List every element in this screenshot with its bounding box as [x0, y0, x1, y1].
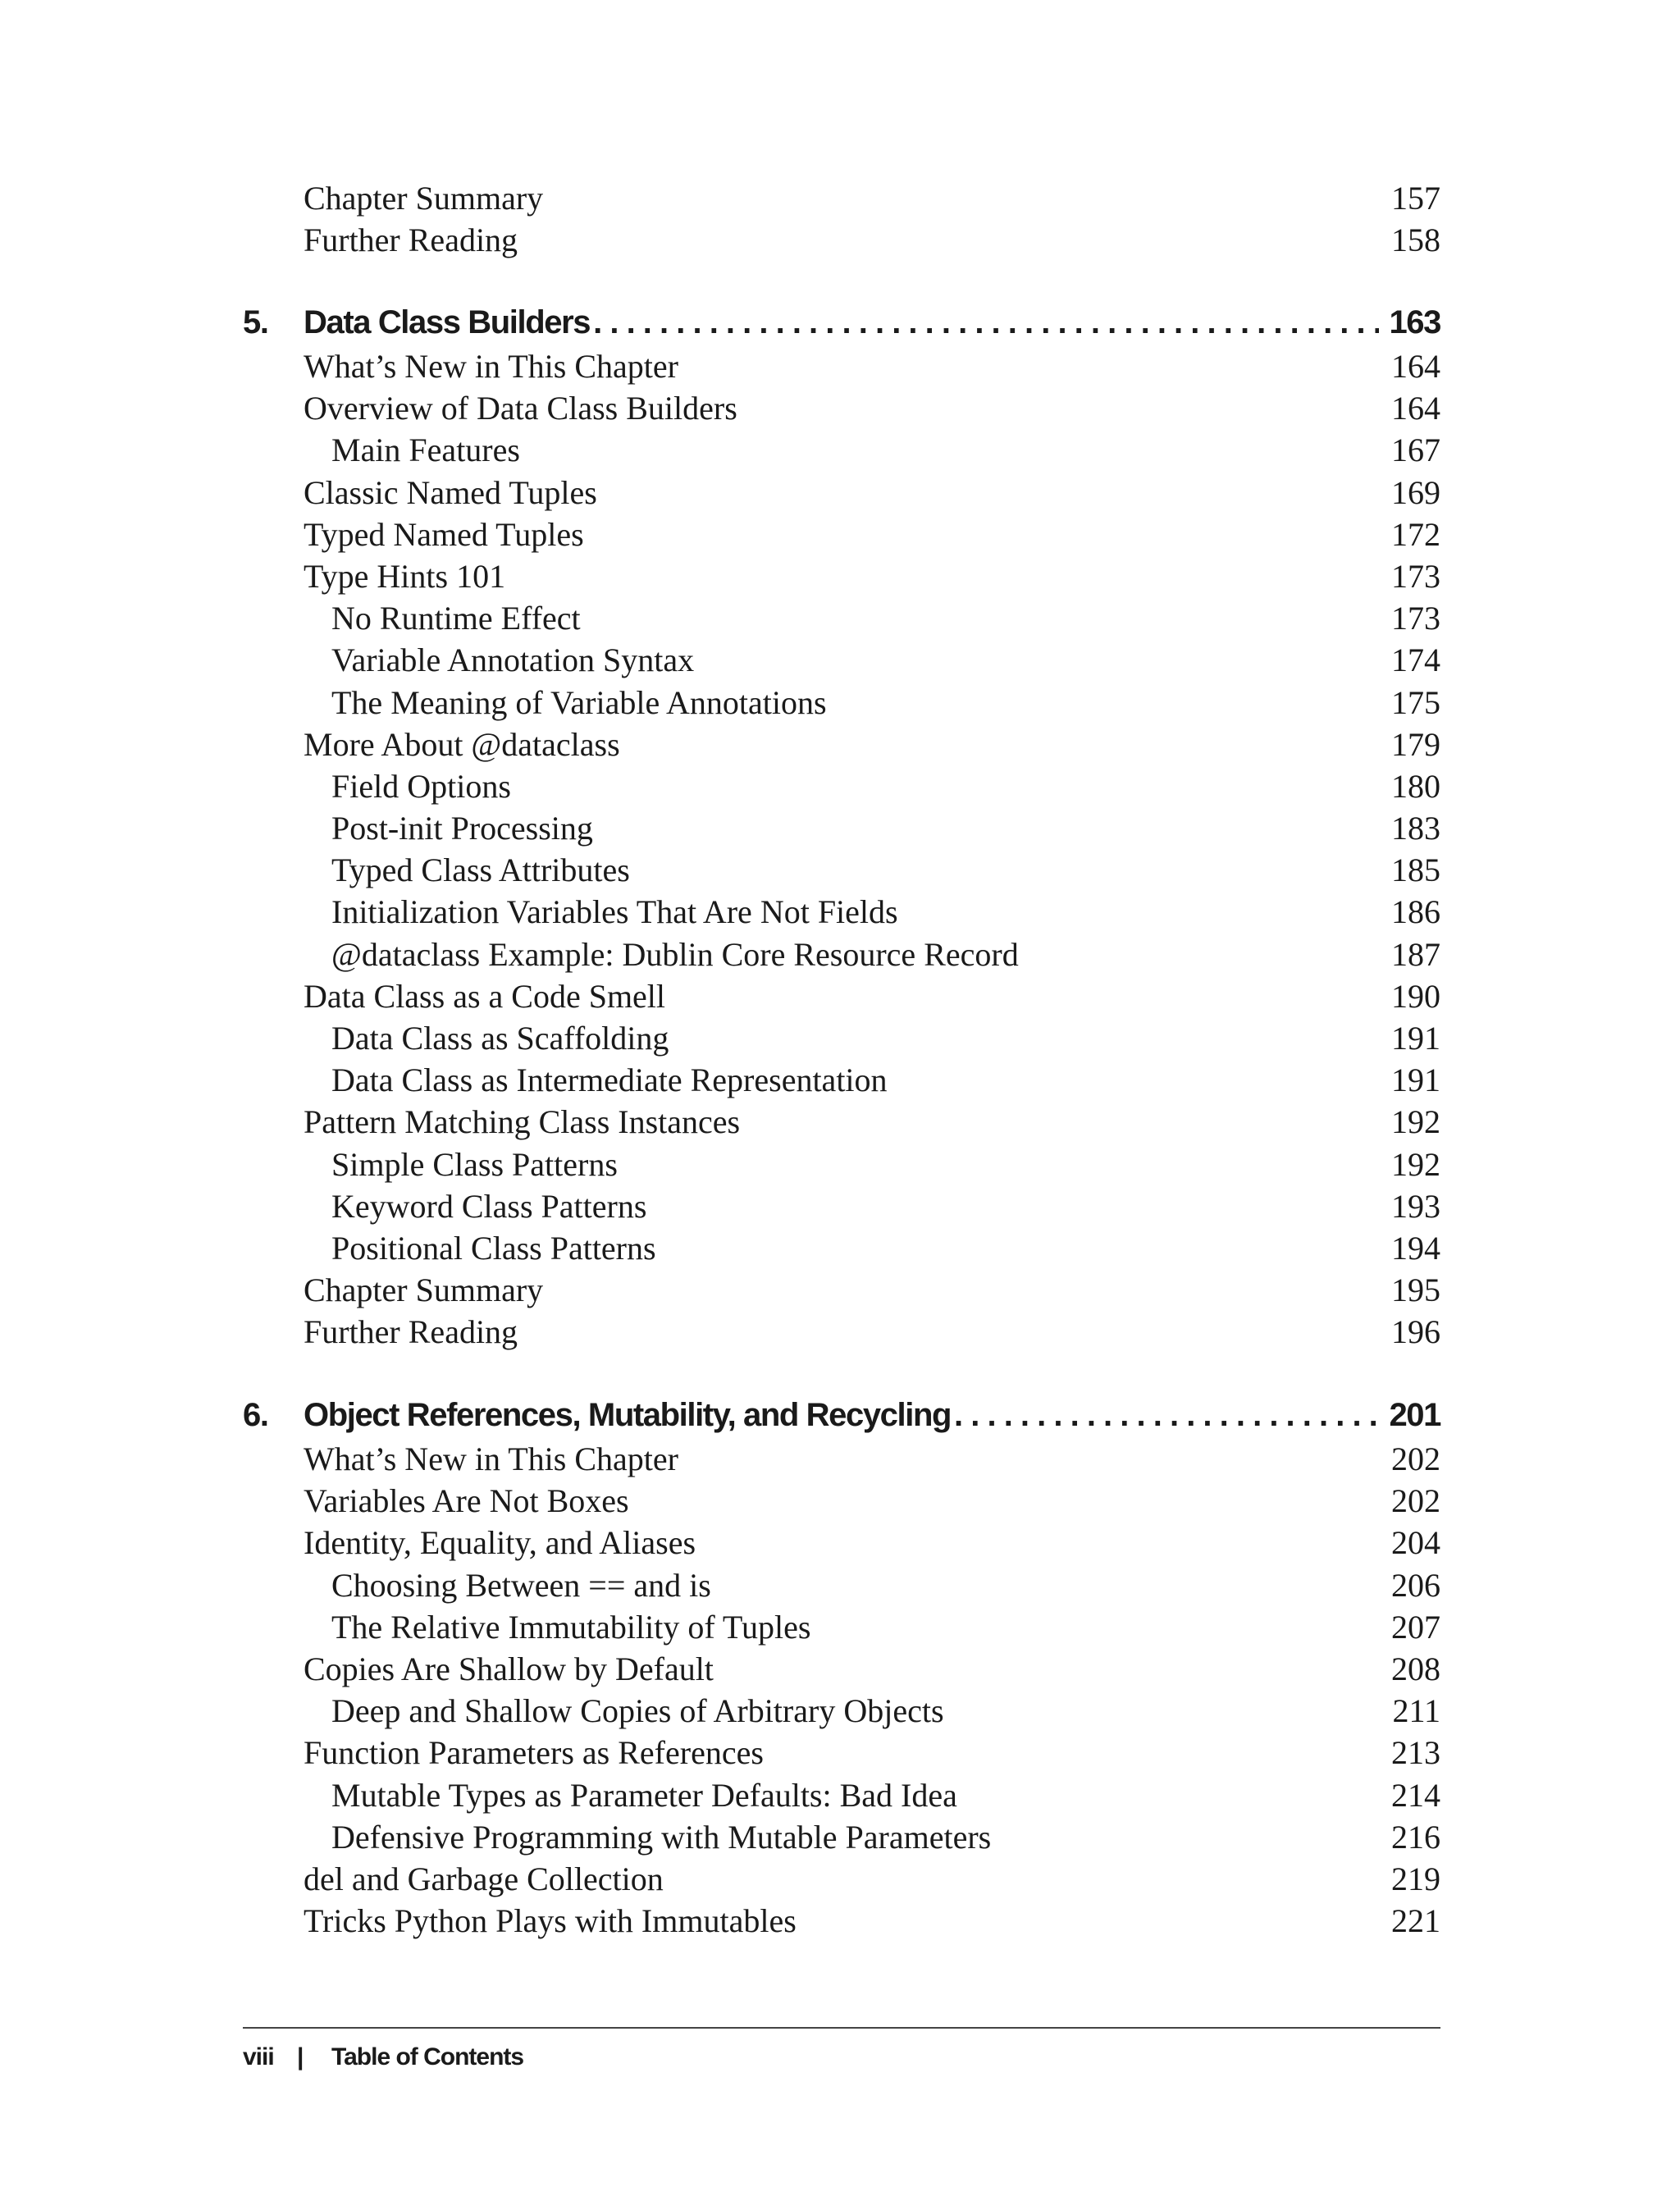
toc-entry[interactable]: [243, 219, 1440, 261]
toc-entry-label: Main Features: [331, 431, 520, 469]
toc-entry-page: 192: [1391, 1103, 1440, 1141]
toc-entry-page: 191: [1391, 1061, 1440, 1099]
footer-separator: |: [297, 2043, 304, 2070]
toc-entry-page: 219: [1391, 1860, 1440, 1897]
toc-entry[interactable]: [243, 472, 1440, 514]
toc-entry-label: Initialization Variables That Are Not Fields: [331, 893, 898, 931]
toc-entry-page: 164: [1391, 348, 1440, 385]
toc-subentry[interactable]: [243, 807, 1440, 849]
toc-entry-page: 202: [1391, 1482, 1440, 1520]
toc-entry[interactable]: [243, 1311, 1440, 1353]
toc-chapter-5: [243, 299, 1440, 1354]
toc-entry[interactable]: [243, 345, 1440, 387]
toc-entry-page: 213: [1391, 1734, 1440, 1772]
footer-rule: [243, 2027, 1440, 2029]
toc-chapter-6: [243, 1392, 1440, 1942]
toc-subentry[interactable]: [243, 639, 1440, 681]
toc-entry-page: 192: [1391, 1145, 1440, 1183]
page-footer: [243, 2038, 523, 2077]
toc-entry-label: Function Parameters as References: [304, 1734, 764, 1772]
footer-page-number: viii: [243, 2043, 274, 2070]
toc-entry[interactable]: [243, 724, 1440, 765]
toc-entry-label: Variable Annotation Syntax: [331, 641, 695, 679]
toc-entry-label: Positional Class Patterns: [331, 1229, 656, 1267]
toc-subentry[interactable]: [243, 1185, 1440, 1227]
toc-entry[interactable]: [243, 387, 1440, 429]
chapter-entries: [243, 1438, 1440, 1942]
toc-subentry[interactable]: [243, 1606, 1440, 1648]
toc-entry[interactable]: [243, 514, 1440, 555]
toc-entry-label: Identity, Equality, and Aliases: [304, 1524, 696, 1562]
toc-entry[interactable]: [243, 555, 1440, 597]
toc-entry-page: 175: [1391, 683, 1440, 721]
dot-leader: [954, 1392, 1379, 1438]
toc-subentry[interactable]: [243, 1017, 1440, 1059]
chapter-entries: [243, 345, 1440, 1354]
toc-subentry[interactable]: [243, 1774, 1440, 1816]
toc-entry-label: Further Reading: [304, 221, 518, 259]
toc-entry-page: 196: [1391, 1313, 1440, 1351]
toc-subentry[interactable]: [243, 1059, 1440, 1101]
toc-entry-page: 173: [1391, 557, 1440, 595]
toc-entry-label: No Runtime Effect: [331, 600, 581, 637]
toc-entry-label: Tricks Python Plays with Immutables: [304, 1902, 797, 1940]
toc-entry[interactable]: [243, 1480, 1440, 1522]
dot-leader: [593, 299, 1379, 345]
toc-entry-page: 167: [1391, 431, 1440, 469]
toc-subentry[interactable]: [243, 934, 1440, 975]
toc-entry[interactable]: [243, 1648, 1440, 1690]
toc-entry-page: 187: [1391, 935, 1440, 973]
toc-entry-label: Data Class as Intermediate Representation: [331, 1061, 888, 1099]
toc-entry-page: 186: [1391, 893, 1440, 931]
toc-entry-page: 180: [1391, 767, 1440, 805]
toc-entry-label: Defensive Programming with Mutable Parameters: [331, 1818, 992, 1856]
toc-entry-label: Simple Class Patterns: [331, 1145, 618, 1183]
toc-entry-page: 174: [1391, 641, 1440, 679]
toc-entry-page: 157: [1391, 180, 1440, 217]
toc-entry-label: Further Reading: [304, 1313, 518, 1351]
toc-entry-label: del and Garbage Collection: [304, 1860, 664, 1897]
toc-subentry[interactable]: [243, 1816, 1440, 1858]
toc-subentry[interactable]: [243, 1690, 1440, 1732]
chapter-number: 6.: [243, 1397, 268, 1433]
toc-entry-page: 211: [1392, 1692, 1440, 1730]
toc-entry-label: Post-init Processing: [331, 810, 593, 847]
toc-entry[interactable]: [243, 177, 1440, 219]
toc-subentry[interactable]: [243, 1144, 1440, 1185]
toc-entry-label: Overview of Data Class Builders: [304, 390, 737, 427]
toc-subentry[interactable]: [243, 891, 1440, 933]
footer-section-title: Table of Contents: [331, 2043, 524, 2070]
toc-entry-page: 183: [1391, 810, 1440, 847]
toc-subentry[interactable]: [243, 682, 1440, 724]
toc-entry-label: Typed Class Attributes: [331, 851, 630, 889]
chapter-page: 201: [1389, 1397, 1440, 1433]
toc-entry-label: The Meaning of Variable Annotations: [331, 683, 827, 721]
toc-entry-page: 172: [1391, 515, 1440, 553]
toc-entry-label: Chapter Summary: [304, 180, 544, 217]
toc-entry-page: 185: [1391, 851, 1440, 889]
toc-entry-page: 208: [1391, 1650, 1440, 1687]
toc-entry-label: Data Class as a Code Smell: [304, 977, 666, 1015]
toc-entry-label: What’s New in This Chapter: [304, 1440, 678, 1477]
toc-entry-label: The Relative Immutability of Tuples: [331, 1608, 811, 1646]
toc-entry-label: Keyword Class Patterns: [331, 1187, 647, 1225]
toc-entry-label: Chapter Summary: [304, 1271, 544, 1309]
toc-entry-label: Data Class as Scaffolding: [331, 1020, 669, 1057]
toc-entry[interactable]: [243, 1732, 1440, 1774]
toc-entry-page: 214: [1391, 1776, 1440, 1814]
toc-entry-label: Copies Are Shallow by Default: [304, 1650, 714, 1687]
chapter-heading[interactable]: [243, 1392, 1440, 1438]
toc-entry-page: 193: [1391, 1187, 1440, 1225]
toc-entry-label: Typed Named Tuples: [304, 515, 584, 553]
toc-subentry[interactable]: [243, 1227, 1440, 1269]
toc-entry-page: 158: [1391, 221, 1440, 259]
toc-entry-label: More About @dataclass: [304, 725, 620, 763]
toc-entry-label: Deep and Shallow Copies of Arbitrary Objects: [331, 1692, 944, 1730]
toc-entry-page: 194: [1391, 1229, 1440, 1267]
toc-entry-label: Type Hints 101: [304, 557, 506, 595]
toc-entry-label: Variables Are Not Boxes: [304, 1482, 629, 1520]
toc-subentry[interactable]: [243, 597, 1440, 639]
chapter-number: 5.: [243, 304, 268, 340]
toc-entry-page: 190: [1391, 977, 1440, 1015]
toc-top-section: [243, 177, 1440, 261]
toc-entry[interactable]: [243, 1900, 1440, 1942]
toc-entry[interactable]: [243, 1522, 1440, 1564]
toc-entry[interactable]: [243, 1858, 1440, 1900]
toc-entry[interactable]: [243, 975, 1440, 1017]
chapter-heading[interactable]: [243, 299, 1440, 345]
toc-entry-page: 195: [1391, 1271, 1440, 1309]
toc-entry-label: @dataclass Example: Dublin Core Resource Record: [331, 935, 1019, 973]
toc-entry-label: Field Options: [331, 767, 511, 805]
toc-subentry[interactable]: [243, 429, 1440, 471]
toc-entry-page: 206: [1391, 1566, 1440, 1604]
toc-entry-page: 202: [1391, 1440, 1440, 1477]
toc-entry[interactable]: [243, 1269, 1440, 1311]
toc-entry-label: Classic Named Tuples: [304, 473, 597, 511]
chapter-title: Object References, Mutability, and Recycling: [304, 1397, 952, 1433]
toc-entry-page: 221: [1391, 1902, 1440, 1940]
chapter-page: 163: [1389, 304, 1440, 340]
toc-subentry[interactable]: [243, 849, 1440, 891]
chapter-title: Data Class Builders: [304, 304, 591, 340]
toc-entry-label: What’s New in This Chapter: [304, 348, 678, 385]
toc-entry-page: 164: [1391, 390, 1440, 427]
toc-subentry[interactable]: [243, 765, 1440, 807]
toc-entry[interactable]: [243, 1101, 1440, 1143]
toc-entry-page: 207: [1391, 1608, 1440, 1646]
toc-entry-page: 204: [1391, 1524, 1440, 1562]
toc-entry-label: Mutable Types as Parameter Defaults: Bad Idea: [331, 1776, 957, 1814]
toc-entry-page: 173: [1391, 600, 1440, 637]
toc-entry-page: 179: [1391, 725, 1440, 763]
toc-entry[interactable]: [243, 1438, 1440, 1480]
toc-entry-page: 169: [1391, 473, 1440, 511]
toc-entry-page: 191: [1391, 1020, 1440, 1057]
toc-entry-page: 216: [1391, 1818, 1440, 1856]
toc-subentry[interactable]: [243, 1564, 1440, 1606]
toc-entry-label: Pattern Matching Class Instances: [304, 1103, 741, 1141]
toc-entry-label: Choosing Between == and is: [331, 1566, 711, 1604]
